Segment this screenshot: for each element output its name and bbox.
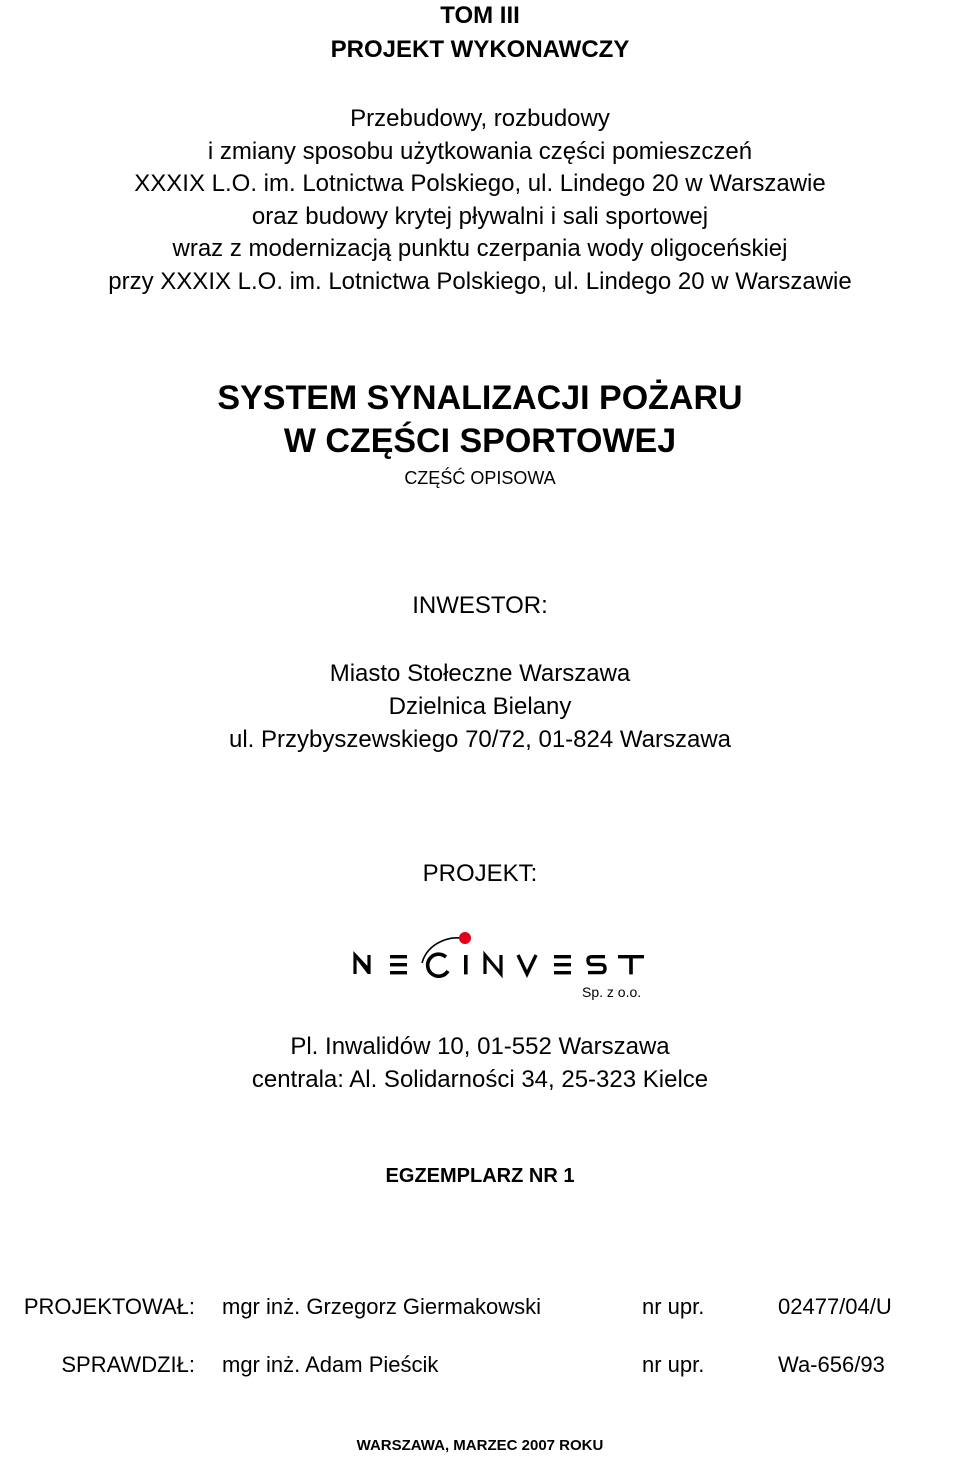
logo-letter-o: [422, 932, 471, 976]
investor-line: Miasto Stołeczne Warszawa: [329, 660, 631, 687]
license-label: nr upr.: [642, 1294, 705, 1319]
signature-name: mgr inż. Grzegorz Giermakowski: [222, 1294, 542, 1319]
description-line: XXXIX L.O. im. Lotnictwa Polskiego, ul. Lindego 20 w Warszawie: [134, 170, 826, 197]
license-number: Wa-656/93: [778, 1352, 885, 1377]
place-and-date: WARSZAWA, MARZEC 2007 ROKU: [356, 1437, 604, 1454]
logo-red-dot: [459, 932, 471, 944]
investor-line: Dzielnica Bielany: [388, 693, 572, 720]
description-line: oraz budowy krytej pływalni i sali sportowej: [251, 202, 709, 230]
license-number: 02477/04/U: [778, 1294, 892, 1319]
design-stage-title: PROJEKT WYKONAWCZY: [330, 36, 630, 63]
logo-letter-v: [518, 955, 536, 974]
document-subtitle: CZĘŚĆ OPISOWA: [404, 468, 556, 488]
description-line: wraz z modernizacją punktu czerpania wody oligoceńskiej: [172, 235, 788, 262]
volume-title: TOM III: [440, 2, 520, 29]
logo-letter-n: [485, 955, 501, 974]
logo-letter-t: [618, 955, 644, 974]
investor-details: [0, 657, 960, 756]
signature-role: PROJEKTOWAŁ:: [23, 1294, 195, 1319]
document-title-line-1: SYSTEM SYNALIZACJI POŻARU: [217, 379, 743, 417]
designer-address: [0, 1030, 960, 1096]
document-title-line-2: W CZĘŚCI SPORTOWEJ: [283, 422, 677, 460]
project-label: PROJEKT:: [422, 860, 538, 887]
neoinvest-logo: [350, 925, 650, 1000]
signature-role: SPRAWDZIŁ:: [61, 1352, 195, 1377]
copy-number: EGZEMPLARZ NR 1: [385, 1165, 575, 1187]
description-line: Przebudowy, rozbudowy: [350, 105, 610, 132]
license-label: nr upr.: [642, 1352, 705, 1377]
project-description: [0, 103, 960, 298]
address-line: Pl. Inwalidów 10, 01-552 Warszawa: [290, 1033, 670, 1060]
logo-subtext: Sp. z o.o.: [582, 984, 642, 1000]
description-line: przy XXXIX L.O. im. Lotnictwa Polskiego, ul. Lindego 20 w Warszawie: [108, 267, 852, 295]
logo-letter-e: [554, 955, 571, 974]
signature-name: mgr inż. Adam Pieścik: [222, 1352, 439, 1377]
logo-letter-s: [588, 957, 605, 973]
logo-letter-i: [464, 955, 468, 974]
address-line: centrala: Al. Solidarności 34, 25-323 Kielce: [251, 1066, 709, 1093]
logo-letter-e: [390, 955, 407, 974]
investor-line: ul. Przybyszewskiego 70/72, 01-824 Warszawa: [228, 726, 731, 753]
description-line: i zmiany sposobu użytkowania części pomieszczeń: [207, 137, 753, 165]
investor-label: INWESTOR:: [412, 592, 548, 619]
